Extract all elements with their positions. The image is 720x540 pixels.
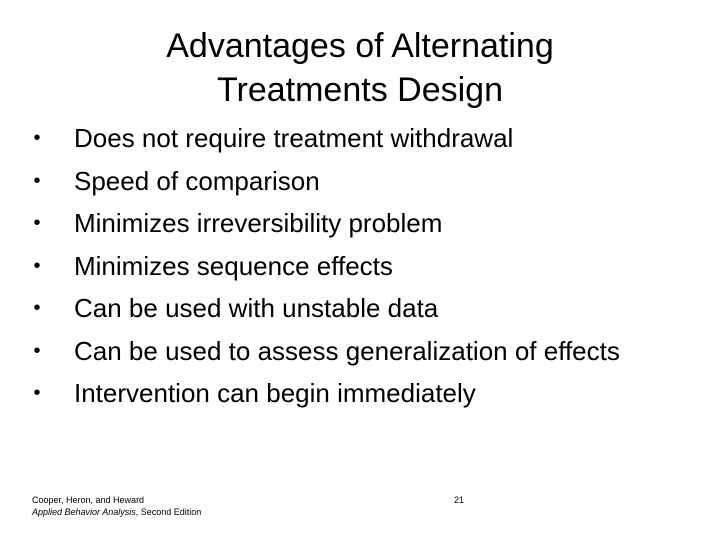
footer-book-title: Applied Behavior Analysis bbox=[32, 507, 136, 517]
footer-citation bbox=[32, 494, 201, 518]
bullet-text: Minimizes irreversibility problem bbox=[74, 208, 443, 238]
bullet-icon: • bbox=[33, 297, 41, 319]
bullet-icon: • bbox=[33, 169, 41, 192]
bullet-icon: • bbox=[33, 212, 41, 234]
bullet-item bbox=[30, 294, 690, 323]
footer-authors: Cooper, Heron, and Heward bbox=[32, 495, 145, 505]
footer-book-line bbox=[32, 506, 201, 518]
bullet-item bbox=[30, 337, 690, 366]
bullet-icon: • bbox=[33, 339, 41, 362]
bullet-icon: • bbox=[33, 254, 41, 277]
bullet-icon: • bbox=[33, 127, 41, 149]
bullet-text: Can be used to assess generalization of effects bbox=[74, 335, 620, 366]
slide-title-line-1: Advantages of Alternating bbox=[166, 27, 554, 65]
page-number: 21 bbox=[454, 495, 465, 505]
bullet-text: Minimizes sequence effects bbox=[74, 250, 393, 281]
footer-edition: , Second Edition bbox=[135, 507, 202, 517]
bullet-list bbox=[30, 124, 690, 422]
bullet-item bbox=[30, 124, 690, 153]
bullet-item bbox=[30, 209, 690, 238]
bullet-text: Intervention can begin immediately bbox=[74, 378, 476, 408]
slide-title-line-2: Treatments Design bbox=[217, 71, 503, 109]
bullet-icon: • bbox=[33, 382, 41, 404]
bullet-text: Can be used with unstable data bbox=[74, 293, 439, 323]
slide-title bbox=[100, 24, 620, 112]
bullet-text: Speed of comparison bbox=[74, 165, 320, 196]
bullet-item bbox=[30, 167, 690, 196]
bullet-item bbox=[30, 379, 690, 408]
bullet-item bbox=[30, 252, 690, 281]
bullet-text: Does not require treatment withdrawal bbox=[74, 123, 514, 153]
